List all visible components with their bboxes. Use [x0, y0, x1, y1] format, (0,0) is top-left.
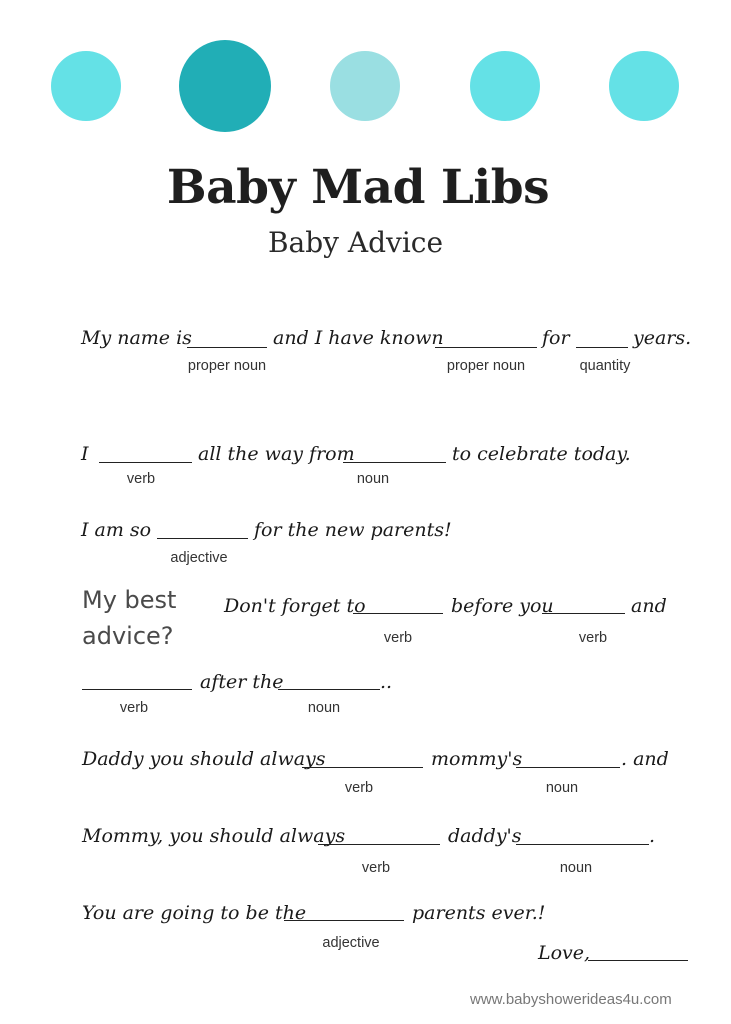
line1-text-2: and I have known — [273, 327, 444, 349]
page-subtitle: Baby Advice — [267, 226, 444, 259]
hint-verb-3: verb — [578, 630, 608, 646]
blank-noun-4[interactable] — [516, 844, 649, 845]
blank-noun-2[interactable] — [278, 689, 380, 690]
blank-proper-noun-2[interactable] — [435, 347, 537, 348]
line6-text-3: . and — [621, 748, 669, 770]
line3-text-2: for the new parents! — [254, 519, 452, 541]
blank-verb-6[interactable] — [318, 844, 440, 845]
line5-text-2: .. — [380, 671, 393, 693]
decorative-dot-1 — [51, 51, 121, 121]
blank-adjective-1[interactable] — [157, 538, 248, 539]
line6-text-1: Daddy you should always — [82, 748, 326, 770]
decorative-dot-3 — [330, 51, 400, 121]
decorative-dot-2 — [179, 40, 271, 132]
footer-url: www.babyshowerideas4u.com — [470, 991, 672, 1008]
line2-text-3: to celebrate today. — [452, 443, 631, 465]
line1-text-4: years. — [633, 327, 692, 349]
line2-text-2: all the way from — [198, 443, 355, 465]
signoff-label: Love, — [538, 942, 591, 964]
hint-adjective-2: adjective — [322, 935, 380, 951]
line1-text-3: for — [542, 327, 570, 349]
blank-verb-4[interactable] — [82, 689, 192, 690]
hint-proper-noun-1: proper noun — [187, 358, 267, 374]
blank-adjective-2[interactable] — [284, 920, 404, 921]
decorative-dot-5 — [609, 51, 679, 121]
blank-verb-3[interactable] — [542, 613, 625, 614]
hint-noun-4: noun — [559, 860, 593, 876]
hint-verb-2: verb — [383, 630, 413, 646]
hint-verb-5: verb — [344, 780, 374, 796]
line1-text-1: My name is — [81, 327, 192, 349]
blank-verb-1[interactable] — [99, 462, 192, 463]
hint-noun-3: noun — [545, 780, 579, 796]
hint-quantity: quantity — [579, 358, 631, 374]
hint-noun-2: noun — [307, 700, 341, 716]
blank-proper-noun-1[interactable] — [187, 347, 267, 348]
advice-heading-line-2: advice? — [82, 622, 174, 650]
advice-heading-line-1: My best — [82, 586, 177, 614]
line3-text-1: I am so — [81, 519, 152, 541]
line4-text-3: and — [631, 595, 667, 617]
hint-verb-4: verb — [119, 700, 149, 716]
line5-text-1: after the — [200, 671, 284, 693]
blank-signature[interactable] — [588, 960, 688, 961]
line2-text-1: I — [81, 443, 89, 465]
line4-text-2: before you — [451, 595, 554, 617]
decorative-dot-4 — [470, 51, 540, 121]
hint-verb-6: verb — [361, 860, 391, 876]
page-title: Baby Mad Libs — [166, 160, 550, 215]
hint-verb-1: verb — [126, 471, 156, 487]
blank-noun-3[interactable] — [516, 767, 620, 768]
hint-proper-noun-2: proper noun — [446, 358, 526, 374]
blank-quantity[interactable] — [576, 347, 628, 348]
line7-text-2: daddy's — [448, 825, 522, 847]
line8-text-1: You are going to be the — [82, 902, 307, 924]
hint-noun-1: noun — [356, 471, 390, 487]
line7-text-3: . — [649, 825, 656, 847]
line4-text-1: Don't forget to — [224, 595, 366, 617]
advice-heading — [82, 582, 176, 654]
line8-text-2: parents ever.! — [412, 902, 546, 924]
blank-verb-2[interactable] — [353, 613, 443, 614]
line6-text-2: mommy's — [431, 748, 523, 770]
blank-verb-5[interactable] — [302, 767, 423, 768]
blank-noun-1[interactable] — [343, 462, 446, 463]
line7-text-1: Mommy, you should always — [82, 825, 346, 847]
hint-adjective-1: adjective — [170, 550, 228, 566]
